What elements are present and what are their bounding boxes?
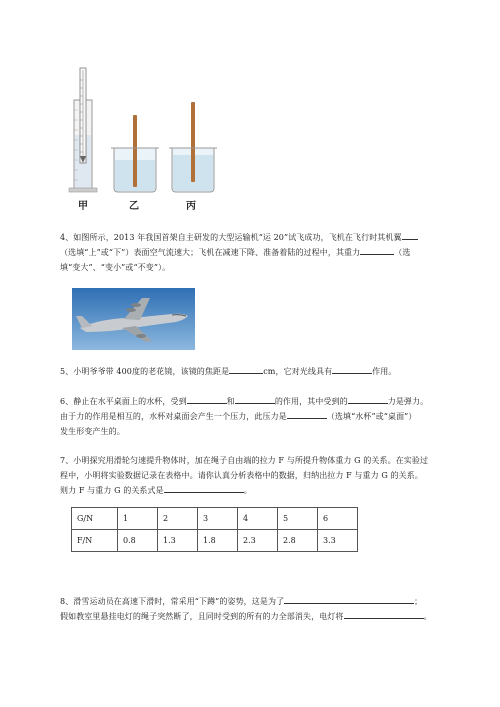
q8-text: ； — [414, 597, 423, 606]
q4-text: （选填“上”或“下”）表面空气流速大；飞机在减速下降、准备着陆的过程中，其重力 — [60, 248, 361, 257]
q5-blank-effect[interactable] — [332, 364, 372, 374]
table-cell: F/N — [72, 530, 118, 552]
q8-text: 。 — [423, 612, 432, 621]
table-row — [72, 508, 358, 530]
table-cell: 3.3 — [318, 530, 358, 552]
q5-text: 作用。 — [372, 367, 397, 376]
q4-text: （选 — [394, 248, 411, 257]
table-cell: 3 — [198, 508, 238, 530]
question-7: 7、小明探究用滑轮匀速提升物体时，加在绳子自由端的拉力 F 与所提升物体重力 G 的关系。在实验过 程中，小明将实验数据记录在表格中。请你认真分析表格中的数据，归纳出拉力 F 与重力 G 的关系。 则力 F 与重力 G 的关系式是 。 — [60, 453, 470, 498]
q7-text: 则力 F 与重力 G 的关系式是 — [60, 486, 164, 495]
question-5 — [60, 364, 470, 379]
measuring-cylinder-icon — [69, 68, 97, 192]
q8-blank-lamp[interactable] — [344, 609, 424, 619]
q6-text: 发生形变产生的。 — [60, 427, 125, 436]
q7-text: 7、小明探究用滑轮匀速提升物体时，加在绳子自由端的拉力 F 与所提升物体重力 G 的关系。在实验过 — [60, 456, 429, 465]
data-table — [71, 507, 358, 552]
beaker-icon — [111, 115, 159, 192]
table-cell: 2 — [158, 508, 198, 530]
figure-label-jia: 甲 — [78, 201, 88, 212]
table-row — [72, 530, 358, 552]
table-cell: 0.8 — [118, 530, 158, 552]
q6-blank-force2[interactable] — [235, 394, 275, 404]
q6-text: 和 — [226, 397, 235, 406]
q6-blank-force1[interactable] — [187, 394, 227, 404]
figure-label-yi: 乙 — [129, 201, 139, 212]
q8-text: 假如教室里悬挂电灯的绳子突然断了，且同时受到的所有的力全部消失，电灯将 — [60, 612, 344, 621]
q7-text: 程中，小明将实验数据记录在表格中。请你认真分析表格中的数据，归纳出拉力 F 与重力 G 的关系。 — [60, 471, 423, 480]
table-cell: G/N — [72, 508, 118, 530]
q5-text: 5、小明爷爷带 400度的老花镜，该镜的焦距是 — [60, 367, 230, 376]
q7-blank-formula[interactable] — [164, 483, 244, 493]
table-cell: 2.3 — [238, 530, 278, 552]
q4-text: 填“变大”、“变小”或“不变”）。 — [60, 263, 171, 272]
beaker-icon — [169, 102, 217, 192]
table-cell: 1.3 — [158, 530, 198, 552]
table-cell: 4 — [238, 508, 278, 530]
question-6 — [60, 394, 470, 439]
q6-text: 6、静止在水平桌面上的水杯，受到 — [60, 397, 187, 406]
table-cell: 1 — [118, 508, 158, 530]
q6-text: 的作用，其中受到的 — [274, 397, 348, 406]
q8-blank-purpose[interactable] — [284, 594, 414, 604]
q5-blank-focal[interactable] — [229, 364, 263, 374]
table-cell: 1.8 — [198, 530, 238, 552]
q6-text: 由于力的作用是相互的，水杯对桌面会产生一个压力，此压力是 — [60, 412, 287, 421]
table-cell: 2.8 — [278, 530, 318, 552]
table-cell: 6 — [318, 508, 358, 530]
q6-blank-pressure[interactable] — [287, 409, 327, 419]
q4-text: 4、如图所示，2013 年我国首架自主研发的大型运输机“运 20”试飞成功，飞机在飞行时其机翼 — [60, 233, 402, 242]
table-cell: 5 — [278, 508, 318, 530]
q5-text: cm，它对光线具有 — [263, 367, 333, 376]
question-8 — [60, 594, 470, 624]
airplane-photo — [72, 288, 195, 350]
q6-blank-elastic[interactable] — [348, 394, 388, 404]
figure-label-bing: 丙 — [186, 201, 196, 212]
question-4 — [60, 230, 470, 275]
q8-text: 8、滑雪运动员在高速下滑时，常采用“下蹲”的姿势，这是为了 — [60, 597, 285, 606]
q6-text: 力是弹力。 — [387, 397, 429, 406]
q4-blank-wing[interactable] — [402, 230, 418, 240]
q4-blank-gravity[interactable] — [360, 245, 394, 255]
thermometer-figure — [60, 60, 230, 205]
q6-text: （选填“水杯”或“桌面”） — [326, 412, 417, 421]
